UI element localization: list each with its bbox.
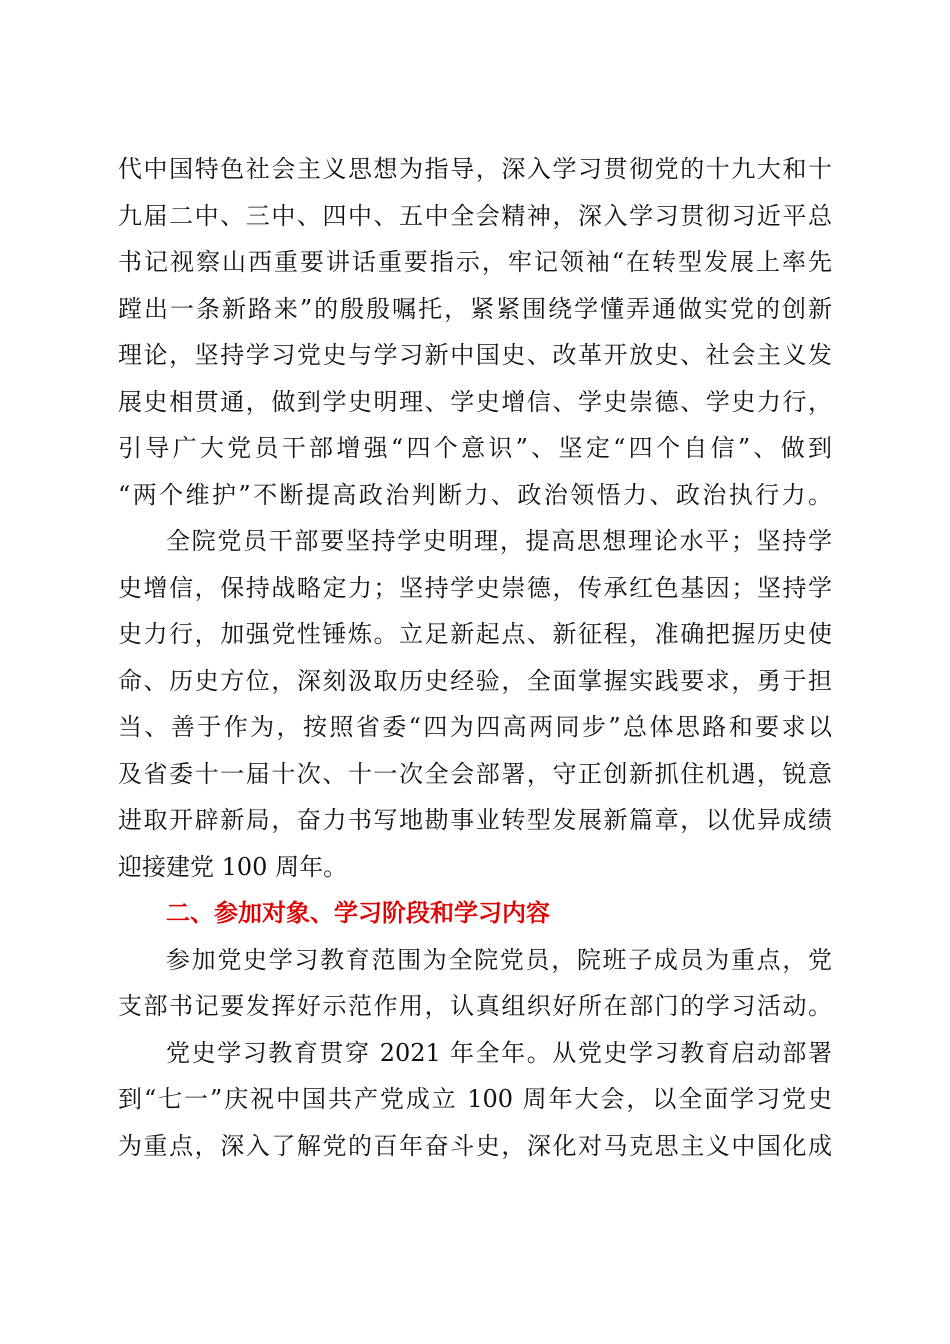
- section-heading-text: 二、参加对象、学习阶段和学习内容: [166, 899, 550, 927]
- text-line: 史力行，加强党性锤炼。立足新起点、新征程，准确把握历史使: [118, 620, 832, 648]
- section-heading: [118, 890, 832, 937]
- paragraph-1: [118, 146, 832, 518]
- text-line: 支部书记要发挥好示范作用，认真组织好所在部门的学习活动。: [118, 992, 832, 1020]
- text-line: 理论，坚持学习党史与学习新中国史、改革开放史、社会主义发: [118, 341, 832, 369]
- text-line: 引导广大党员干部增强“四个意识”、坚定“四个自信”、做到: [118, 434, 832, 462]
- text-line: 为重点，深入了解党的百年奋斗史，深化对马克思主义中国化成: [118, 1131, 832, 1160]
- text-line: 当、善于作为，按照省委“四为四高两同步”总体思路和要求以: [118, 713, 832, 741]
- text-line: 代中国特色社会主义思想为指导，深入学习贯彻党的十九大和十: [118, 155, 832, 183]
- paragraph-2: [118, 518, 832, 890]
- paragraph-4: [118, 1030, 832, 1170]
- text-line: 参加党史学习教育范围为全院党员，院班子成员为重点，党: [166, 945, 832, 974]
- text-line: 命、历史方位，深刻汲取历史经验，全面掌握实践要求，勇于担: [118, 666, 832, 695]
- text-line: 党史学习教育贯穿 2021 年全年。从党史学习教育启动部署: [166, 1038, 832, 1067]
- text-line: 九届二中、三中、四中、五中全会精神，深入学习贯彻习近平总: [118, 201, 832, 230]
- text-line: “两个维护”不断提高政治判断力、政治领悟力、政治执行力。: [118, 480, 832, 509]
- document-page: [118, 146, 832, 1169]
- text-line: 到“七一”庆祝中国共产党成立 100 周年大会，以全面学习党史: [118, 1085, 832, 1113]
- paragraph-3: [118, 937, 832, 1030]
- text-line: 及省委十一届十次、十一次全会部署，守正创新抓住机遇，锐意: [118, 759, 832, 788]
- text-line: 史增信，保持战略定力；坚持学史崇德，传承红色基因；坚持学: [118, 573, 832, 602]
- text-line: 进取开辟新局，奋力书写地勘事业转型发展新篇章，以优异成绩: [118, 806, 832, 834]
- text-line: 书记视察山西重要讲话重要指示，牢记领袖“在转型发展上率先: [118, 248, 832, 276]
- text-line: 蹚出一条新路来”的殷殷嘱托，紧紧围绕学懂弄通做实党的创新: [118, 294, 832, 323]
- text-line: 展史相贯通，做到学史明理、学史增信、学史崇德、学史力行，: [118, 387, 832, 416]
- text-line: 全院党员干部要坚持学史明理，提高思想理论水平；坚持学: [166, 527, 832, 555]
- text-line: 迎接建党 100 周年。: [118, 852, 348, 881]
